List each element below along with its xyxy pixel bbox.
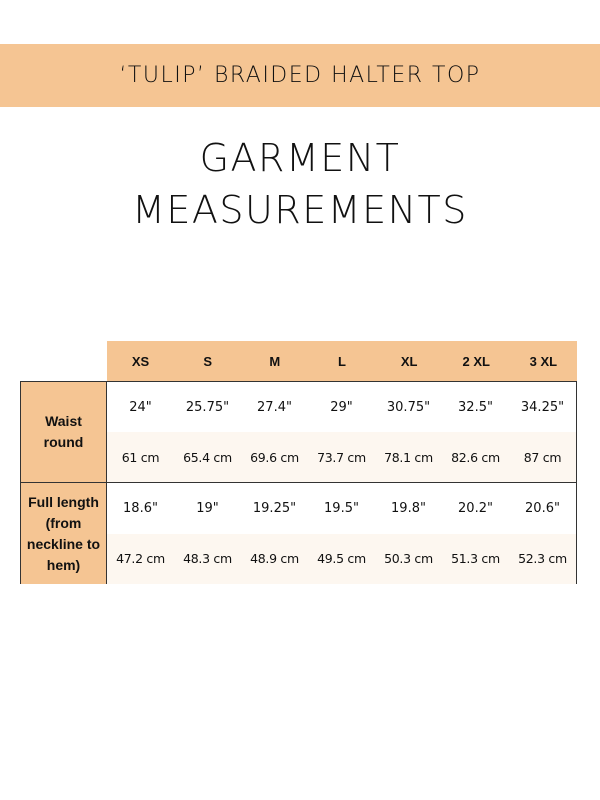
- size-header-s: S: [203, 353, 213, 369]
- table-cell: 20.2": [458, 500, 493, 516]
- label-line: (from: [45, 514, 82, 531]
- waist-inches-row: [107, 382, 576, 432]
- label-line: Full length: [28, 493, 99, 510]
- title-banner: [0, 44, 600, 107]
- length-inches-row: [107, 483, 576, 534]
- table-cell: 20.6": [525, 500, 560, 516]
- table-cell: 50.3 cm: [384, 551, 433, 567]
- table-cell: 49.5 cm: [317, 551, 366, 567]
- size-header-row: [107, 341, 577, 381]
- waist-round-label: [21, 382, 107, 482]
- table-cell: 82.6 cm: [451, 449, 500, 465]
- full-length-label: [21, 483, 107, 584]
- size-header-xs: XS: [131, 353, 150, 369]
- table-cell: 65.4 cm: [183, 449, 232, 465]
- table-cell: 48.9 cm: [250, 551, 299, 567]
- length-cm-row: [107, 534, 576, 585]
- table-cell: 34.25": [520, 399, 565, 415]
- page-title: [0, 132, 600, 236]
- full-length-group: [21, 483, 576, 584]
- table-cell: 69.6 cm: [250, 449, 299, 465]
- size-header-l: L: [338, 353, 346, 369]
- table-cell: 25.75": [185, 399, 230, 415]
- table-cell: 73.7 cm: [317, 449, 366, 465]
- waist-cm-row: [107, 432, 576, 482]
- table-cell: 19.8": [391, 500, 426, 516]
- label-line: round: [43, 434, 84, 450]
- table-cell: 27.4": [257, 399, 292, 415]
- table-cell: 19.5": [324, 500, 359, 516]
- waist-round-group: [21, 382, 576, 483]
- table-cell: 32.5": [458, 399, 493, 415]
- table-cell: 51.3 cm: [451, 551, 500, 567]
- table-cell: 19.25": [252, 500, 297, 516]
- product-title: ‘TULIP’ BRAIDED HALTER TOP: [119, 63, 481, 88]
- table-cell: 52.3 cm: [518, 551, 567, 567]
- table-cell: 18.6": [123, 500, 158, 516]
- size-header-2xl: 2 XL: [462, 353, 490, 369]
- size-header-m: M: [269, 353, 281, 369]
- table-cell: 19": [196, 500, 219, 516]
- size-header-3xl: 3 XL: [529, 353, 558, 369]
- table-cell: 29": [330, 399, 353, 415]
- label-line: hem): [46, 556, 81, 573]
- table-cell: 61 cm: [121, 449, 160, 465]
- label-line: Waist: [45, 413, 82, 429]
- table-cell: 87 cm: [523, 449, 562, 465]
- table-cell: 30.75": [386, 399, 431, 415]
- page-title-line-1: GARMENT: [199, 136, 401, 180]
- table-cell: 24": [129, 399, 152, 415]
- table-cell: 47.2 cm: [116, 551, 165, 567]
- measurements-grid: [20, 381, 577, 584]
- table-cell: 48.3 cm: [183, 551, 232, 567]
- size-header-xl: XL: [400, 353, 418, 369]
- table-cell: 78.1 cm: [384, 449, 433, 465]
- label-line: neckline to: [26, 535, 101, 552]
- page-title-line-2: MEASUREMENTS: [132, 188, 468, 232]
